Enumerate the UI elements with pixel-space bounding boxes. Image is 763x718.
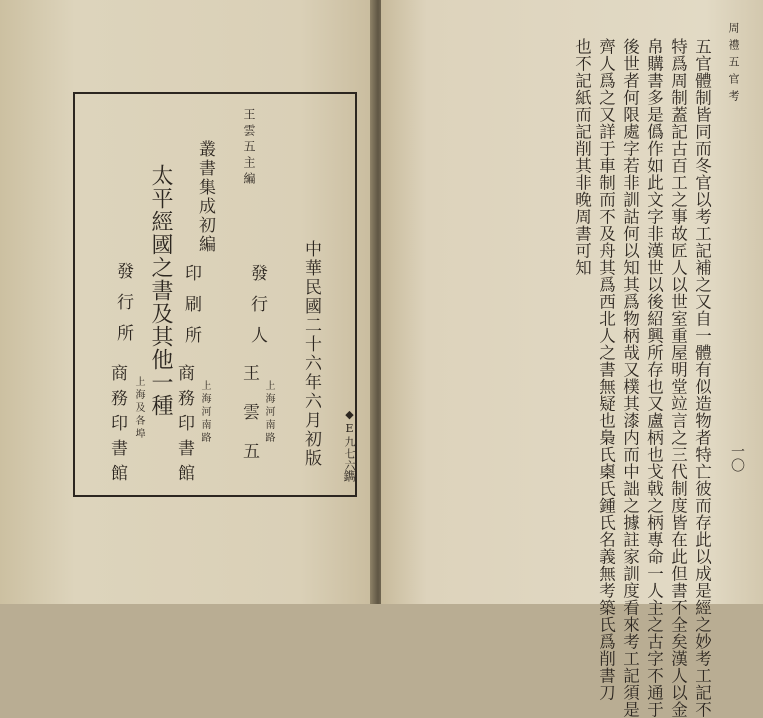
distributor-name: 商務印書館	[107, 364, 127, 489]
colophon-frame	[73, 92, 357, 497]
text-line-2: 特爲周制蓋記古百工之事故匠人以世室重屋明堂竝言之三代制度皆在此但書不全矣漢人以金	[668, 38, 688, 718]
seal-mark: 鐫	[342, 470, 356, 482]
catalog-code: ◆E九七六	[343, 408, 356, 472]
publisher-address: 上海河南路	[263, 380, 274, 445]
printer-address: 上海河南路	[199, 380, 210, 445]
distributor-address: 上海及各埠	[133, 376, 144, 441]
text-line-5: 齊人爲之又詳于車制而不及舟其爲西北人之書無疑也梟氏㮚氏鍾氏名義無考築氏爲削書刀	[596, 38, 616, 701]
page-number: 一〇	[729, 444, 745, 472]
running-header: 周禮五官考	[727, 22, 740, 107]
book-title: 太平經國之書及其他一種	[148, 164, 173, 417]
text-line-4: 後世者何限處字若非訓詁何以知其爲物柄哉又樸其漆内而中詘之據註家訓度看來考工記須是	[620, 38, 640, 718]
text-line-6: 也不記紙而記削其非晚周書可知	[572, 38, 592, 276]
editor-credit: 王雲五主編	[242, 108, 256, 188]
series-title: 叢書集成初編	[195, 140, 215, 254]
publisher-name: 王雲五	[239, 364, 259, 481]
left-page-colophon	[0, 0, 375, 604]
publication-date: 中華民國二十六年六月初版	[301, 240, 321, 468]
printer-label: 印刷所	[181, 264, 201, 357]
printer-name: 商務印書館	[174, 364, 194, 489]
distributor-label: 發行所	[113, 262, 133, 355]
right-page-text	[381, 0, 763, 718]
text-line-3: 帛購書多是僞作如此文字非漢世以後紹興所存也又盧柄也戈戟之柄專命一人主之古字不通于	[644, 38, 664, 718]
text-line-1: 五官體制皆同而冬官以考工記補之又自一體有似造物者特亡彼而存此以成是經之妙考工記不	[692, 38, 712, 718]
publisher-label: 發行人	[247, 264, 267, 357]
